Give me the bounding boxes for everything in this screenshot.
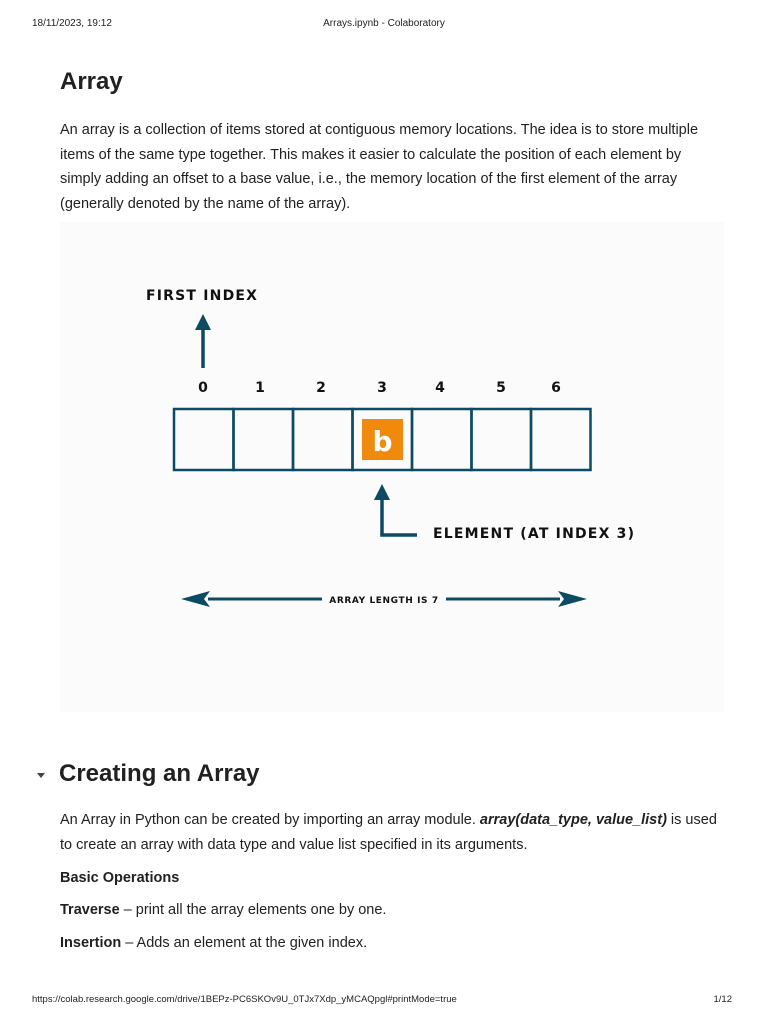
basic-operations-heading: Basic Operations — [60, 870, 180, 886]
first-index-label: FIRST INDEX — [146, 288, 259, 304]
array-cell-2 — [293, 409, 353, 470]
operation-desc: – Adds an element at the given index. — [121, 935, 368, 951]
operation-name: Traverse — [60, 902, 120, 918]
array-cell-1 — [234, 409, 294, 470]
creating-array-heading: Creating an Array — [59, 760, 260, 787]
index-label-2: 2 — [316, 380, 326, 396]
array-cell-4 — [412, 409, 472, 470]
index-label-6: 6 — [551, 380, 561, 396]
element-value: b — [372, 425, 393, 458]
array-heading: Array — [60, 68, 123, 95]
array-description: An array is a collection of items stored at contiguous memory locations. The idea is to store multiple items of the same type together. This makes it easier to calculate the position of each element by simply adding an offset to a base value, i.e., the memory location of the first element of the array (generally denoted by the name of the array). — [60, 122, 699, 212]
index-labels — [198, 380, 561, 396]
array-cell-5 — [472, 409, 532, 470]
print-footer — [32, 994, 736, 1008]
operation-name: Insertion — [60, 935, 122, 951]
operation-traverse — [60, 902, 386, 918]
array-cell-6 — [531, 409, 591, 470]
print-url: https://colab.research.google.com/drive/1BEPz-PC6SKOv9U_0TJx7Xdp_yMCAQpgl#printMode=true — [32, 994, 457, 1005]
intro-text-before: An Array in Python can be created by importing an array module. — [60, 812, 480, 828]
caret-down-icon[interactable] — [34, 768, 48, 782]
length-arrow-right-head-icon — [558, 591, 587, 607]
index-label-5: 5 — [496, 380, 506, 396]
intro-text-after: is used to create an array with data type and value list specified in its arguments. — [60, 812, 717, 853]
print-date: 18/11/2023, 19:12 — [32, 18, 112, 29]
index-label-1: 1 — [255, 380, 265, 396]
index-label-3: 3 — [377, 380, 387, 396]
creating-array-intro — [60, 808, 720, 857]
operation-desc: – print all the array elements one by one. — [119, 902, 387, 918]
index-label-4: 4 — [435, 380, 445, 396]
element-arrow-head-icon — [374, 484, 390, 500]
operation-insertion — [60, 935, 367, 951]
array-cell-0 — [174, 409, 234, 470]
array-length-label: ARRAY LENGTH IS 7 — [329, 596, 439, 606]
index-label-0: 0 — [198, 380, 208, 396]
first-index-arrow-head-icon — [195, 314, 211, 330]
print-title: Arrays.ipynb - Colaboratory — [323, 18, 445, 29]
array-signature: array(data_type, value_list) — [479, 812, 667, 828]
print-page-number: 1/12 — [713, 994, 732, 1005]
array-diagram — [60, 222, 724, 712]
element-label: ELEMENT (AT INDEX 3) — [433, 526, 636, 542]
length-arrow-left-head-icon — [181, 591, 210, 607]
print-header — [32, 18, 736, 32]
array-diagram-svg — [60, 222, 724, 712]
